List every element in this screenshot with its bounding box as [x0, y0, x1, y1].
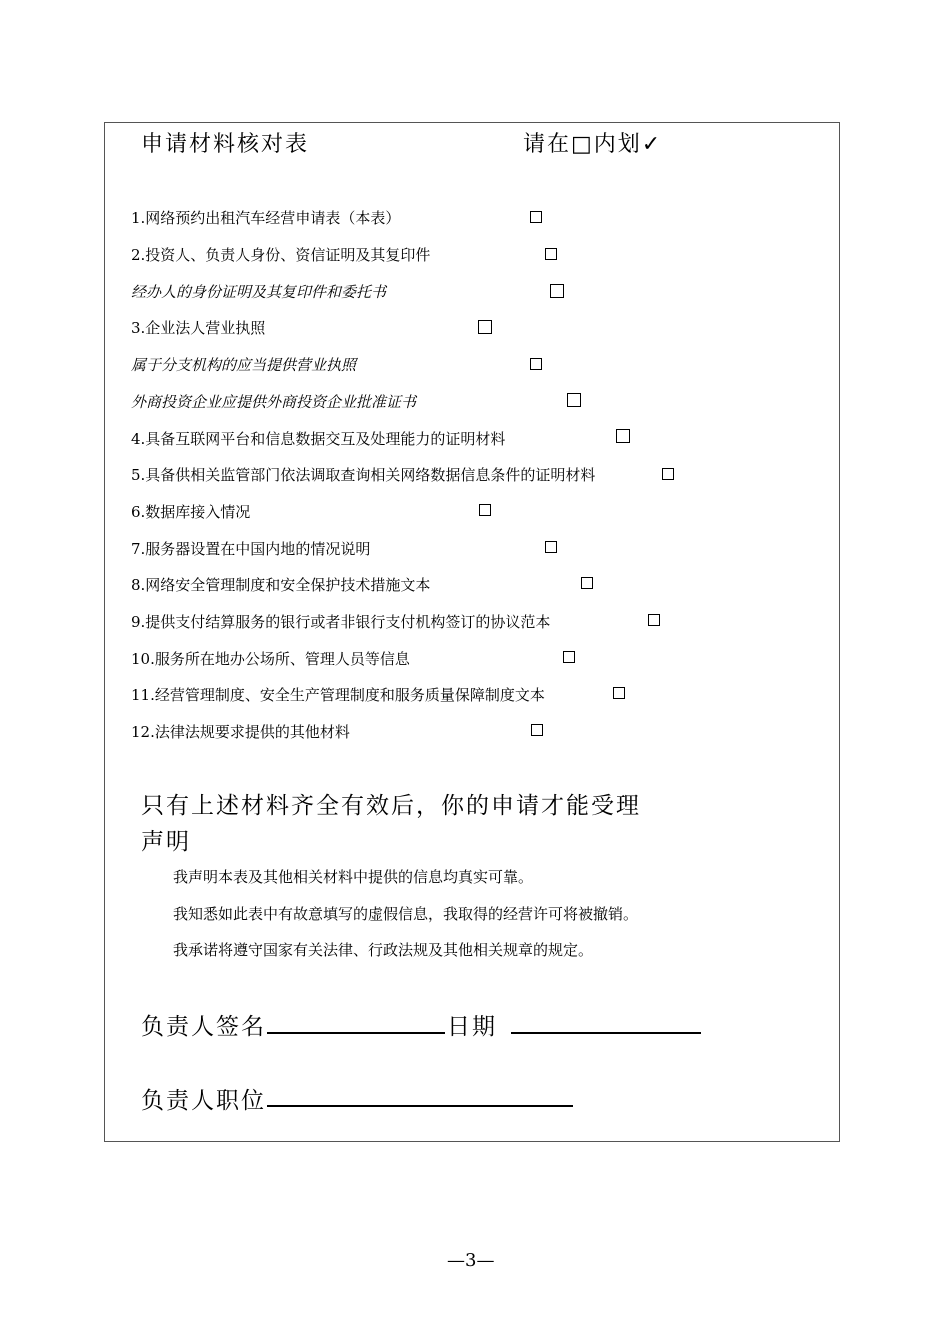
checkbox-item-5[interactable] — [662, 468, 674, 480]
check-instruction: 请在□内划✓ — [523, 132, 663, 157]
checklist-item: 3.企业法人营业执照 — [131, 319, 266, 337]
checkbox-item-1[interactable] — [530, 211, 542, 223]
signature-line[interactable] — [267, 1032, 445, 1034]
signer-label: 负责人签名 — [141, 1014, 266, 1040]
page-number: —3— — [447, 1250, 495, 1271]
declaration-line: 我知悉如此表中有故意填写的虚假信息，我取得的经营许可将被撤销。 — [173, 905, 639, 923]
checkbox-item-3[interactable] — [478, 320, 492, 334]
declaration-line: 我承诺将遵守国家有关法律、行政法规及其他相关规章的规定。 — [173, 941, 594, 959]
checkbox-item-6[interactable] — [479, 504, 491, 516]
checklist-item: 8.网络安全管理制度和安全保护技术措施文本 — [131, 576, 431, 594]
checklist-item: 7.服务器设置在中国内地的情况说明 — [131, 540, 371, 558]
checkbox-item-4[interactable] — [616, 429, 630, 443]
checklist-item: 5.具备供相关监管部门依法调取查询相关网络数据信息条件的证明材料 — [131, 466, 596, 484]
checklist-item: 经办人的身份证明及其复印件和委托书 — [131, 283, 387, 301]
checklist-item: 4.具备互联网平台和信息数据交互及处理能力的证明材料 — [131, 430, 506, 448]
checkbox-item-2a[interactable] — [550, 284, 564, 298]
checkbox-item-10[interactable] — [563, 651, 575, 663]
position-label: 负责人职位 — [141, 1088, 266, 1114]
date-label: 日期 — [447, 1014, 497, 1040]
date-line[interactable] — [511, 1032, 701, 1034]
checklist-item: 6.数据库接入情况 — [131, 503, 251, 521]
checkbox-item-8[interactable] — [581, 577, 593, 589]
completeness-notice: 只有上述材料齐全有效后，你的申请才能受理 — [141, 793, 641, 819]
checklist-item: 属于分支机构的应当提供营业执照 — [131, 356, 357, 374]
checklist-item: 12.法律法规要求提供的其他材料 — [131, 723, 350, 741]
checklist-item: 11.经营管理制度、安全生产管理制度和服务质量保障制度文本 — [131, 686, 545, 704]
form-title: 申请材料核对表 — [141, 132, 310, 157]
checkbox-item-7[interactable] — [545, 541, 557, 553]
checkbox-item-2[interactable] — [545, 248, 557, 260]
checkbox-item-3b[interactable] — [567, 393, 581, 407]
checklist-item: 1.网络预约出租汽车经营申请表（本表） — [131, 209, 401, 227]
checklist-item: 9.提供支付结算服务的银行或者非银行支付机构签订的协议范本 — [131, 613, 551, 631]
checkbox-item-3a[interactable] — [530, 358, 542, 370]
checkbox-item-9[interactable] — [648, 614, 660, 626]
position-line[interactable] — [267, 1105, 573, 1107]
declaration-line: 我声明本表及其他相关材料中提供的信息均真实可靠。 — [173, 868, 534, 886]
checkbox-item-11[interactable] — [613, 687, 625, 699]
form-frame — [104, 122, 840, 1142]
declaration-title: 声明 — [141, 829, 191, 855]
checkbox-item-12[interactable] — [531, 724, 543, 736]
checklist-item: 10.服务所在地办公场所、管理人员等信息 — [131, 650, 410, 668]
checklist-item: 2.投资人、负责人身份、资信证明及其复印件 — [131, 246, 431, 264]
checklist-item: 外商投资企业应提供外商投资企业批准证书 — [131, 393, 417, 411]
